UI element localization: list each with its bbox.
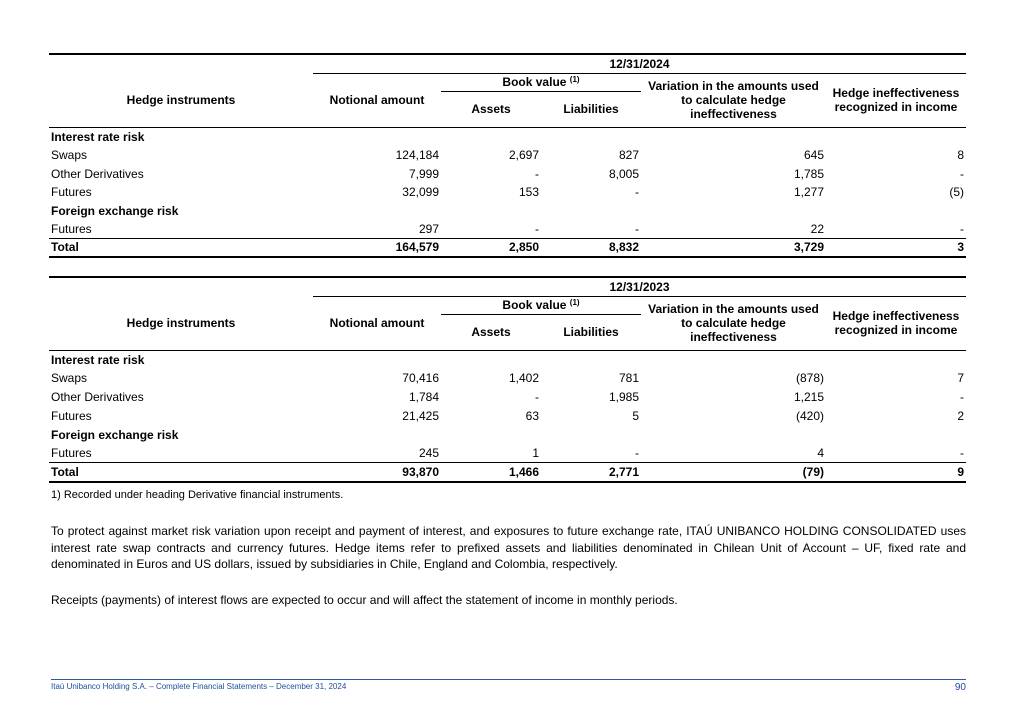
table-date: 12/31/2024 bbox=[313, 54, 966, 73]
footnote: 1) Recorded under heading Derivative financial instruments. bbox=[51, 489, 344, 501]
page-number: 90 bbox=[954, 682, 966, 693]
section-row: Interest rate risk bbox=[49, 128, 966, 146]
col-header-variation: Variation in the amounts used to calculate hedge ineffectiveness bbox=[648, 79, 819, 122]
col-header-ineffectiveness: Hedge ineffectiveness recognized in income bbox=[832, 86, 960, 115]
table-row: Other Derivatives 7,999 - 8,005 1,785 - bbox=[51, 166, 964, 181]
section-row: Foreign exchange risk bbox=[51, 427, 179, 442]
total-row: Total 164,579 2,850 8,832 3,729 3 bbox=[49, 239, 966, 257]
table-row: Futures 32,099 153 - 1,277 (5) bbox=[51, 185, 964, 199]
col-header-instruments: Hedge instruments bbox=[126, 93, 236, 107]
col-header-book-value: Book value $^{(1)}$ bbox=[441, 73, 641, 91]
table-row: Futures 297 - - 22 - bbox=[51, 221, 964, 236]
col-header-liabilities: Liabilities bbox=[563, 102, 619, 117]
col-header-liabilities: Liabilities bbox=[563, 325, 619, 340]
col-header-assets: Assets bbox=[471, 102, 511, 117]
table-row: Swaps 124,184 2,697 827 645 8 bbox=[51, 148, 964, 162]
section-row: Foreign exchange risk bbox=[51, 203, 179, 218]
table-row: Futures 21,425 63 5 (420) 2 bbox=[51, 408, 964, 423]
table-row: Other Derivatives 1,784 - 1,985 1,215 - bbox=[51, 389, 964, 404]
paragraph-hedge-description: To protect against market risk variation upon receipt and payment of interest, and exposures to future exchange rate, ITAÚ UNIBANCO HOLDING CONSOLIDATED uses interest rate swap contracts and currency futures. Hedge items refer to prefixed assets and liabilities denominated in Chilean Unit of Account – UF, fixed rate and denominated in Euros and US dollars, issued by subsidiaries in Chile, England and Colombia, respectively. bbox=[51, 524, 966, 571]
col-header-notional: Notional amount bbox=[329, 93, 425, 108]
hedge-table-2023 bbox=[49, 276, 966, 483]
footer-divider bbox=[51, 679, 966, 680]
hedge-table-2024 bbox=[49, 53, 966, 258]
col-header-ineffectiveness: Hedge ineffectiveness recognized in income bbox=[832, 309, 960, 338]
table-date: 12/31/2023 bbox=[313, 277, 966, 296]
col-header-assets: Assets bbox=[471, 325, 511, 340]
col-header-book-value: Book value $^{(1)}$ bbox=[441, 296, 641, 314]
col-header-variation: Variation in the amounts used to calculate hedge ineffectiveness bbox=[648, 302, 819, 345]
col-header-notional: Notional amount bbox=[329, 316, 425, 331]
col-header-instruments: Hedge instruments bbox=[126, 316, 236, 330]
total-row: Total 93,870 1,466 2,771 (79) 9 bbox=[49, 463, 966, 482]
footer-title: Itaú Unibanco Holding S.A. – Complete Financial Statements – December 31, 2024 bbox=[51, 682, 347, 691]
paragraph-interest-flows: Receipts (payments) of interest flows are expected to occur and will affect the statement of income in monthly periods. bbox=[51, 593, 678, 607]
section-row: Interest rate risk bbox=[49, 351, 966, 369]
table-row: Swaps 70,416 1,402 781 (878) 7 bbox=[51, 371, 964, 385]
table-row: Futures 245 1 - 4 - bbox=[51, 445, 964, 460]
